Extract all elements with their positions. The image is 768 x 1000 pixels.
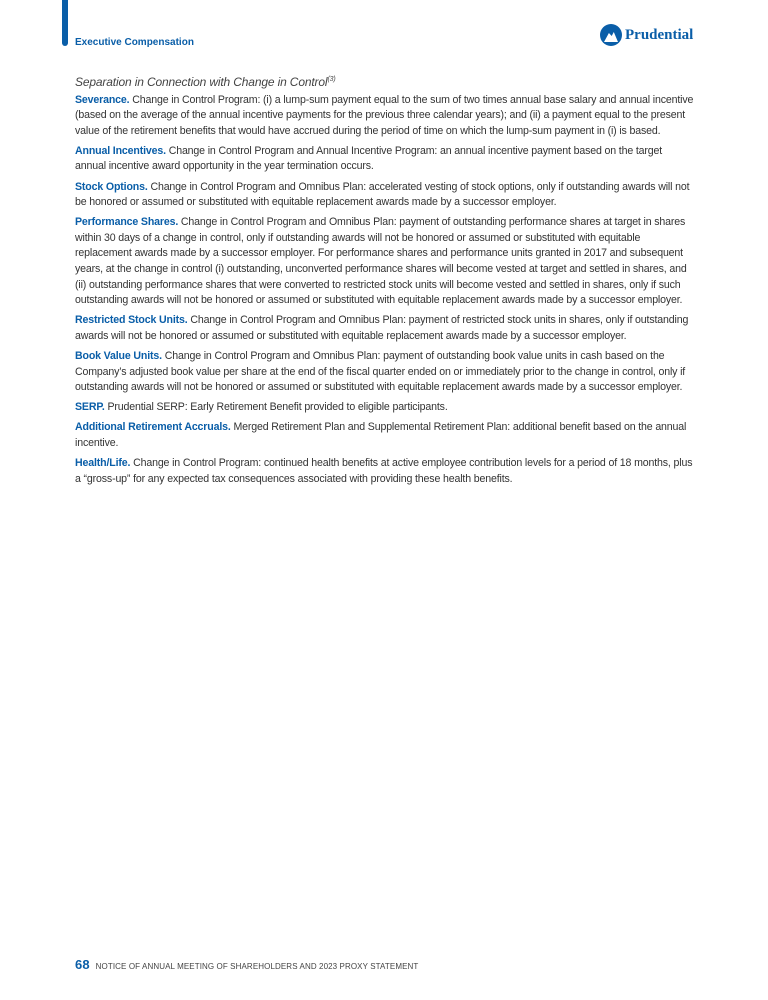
paragraph-text: Change in Control Program: continued health benefits at active employee contribution levels for a period of 18 months, plus a “gross-up” for any expected tax consequences associated with providing these health benefits. (75, 457, 693, 485)
paragraph-text: Prudential SERP: Early Retirement Benefit provided to eligible participants. (104, 401, 448, 414)
footer-title: NOTICE OF ANNUAL MEETING OF SHAREHOLDERS AND 2023 PROXY STATEMENT (95, 962, 419, 971)
paragraph-lead: Performance Shares. (75, 216, 179, 229)
paragraph-text: Merged Retirement Plan and Supplemental Retirement Plan: additional benefit based on the annual incentive. (75, 421, 687, 449)
paragraph (75, 93, 695, 140)
paragraph-lead: Additional Retirement Accruals. (75, 421, 231, 434)
paragraph-lead: Book Value Units. (75, 350, 162, 362)
paragraph-lead: Restricted Stock Units. (75, 314, 188, 327)
paragraph-text: Change in Control Program and Omnibus Plan: payment of outstanding performance shares at target in shares within 30 days of a change in control, only if outstanding awards will not be honored or assumed or substituted with equitable replacement awards made by a successor employer. For performance shares and performance units granted in 2017 and subsequent years, at the change in control (i) outstanding, unconverted performance shares will become vested at target and settled in shares, and (ii) outstanding performance shares that were converted to restricted stock units will become vested and settled in shares, only if such outstanding awards will not be honored or assumed or substituted with equitable replacement awards made by a successor employer. (75, 216, 687, 307)
paragraph (75, 420, 695, 451)
paragraph-text: Change in Control Program: (i) a lump-sum payment equal to the sum of two times annual base salary and annual incentive (based on the average of the annual incentive payments for the previous three calendar years); and (ii) a payment equal to the present value of the retirement benefits that would have accrued during the period of time on which the lump-sum payment in (i) is based. (75, 93, 694, 137)
section-title: Executive Compensation (75, 37, 194, 48)
paragraph (75, 400, 695, 416)
paragraph-lead: Severance. (75, 93, 130, 106)
paragraph-lead: Health/Life. (75, 457, 131, 470)
paragraph-text: Change in Control Program and Omnibus Plan: payment of restricted stock units in shares, only if outstanding awards will not be honored or assumed or substituted with equitable replacement awards made by a successor employer. (75, 314, 689, 342)
footnote-ref: (3) (327, 76, 336, 83)
header-accent-bar (62, 0, 68, 46)
paragraph (75, 456, 695, 487)
logo-text: Prudential (625, 26, 694, 43)
paragraph (75, 349, 695, 396)
subsection-heading (75, 72, 695, 91)
rock-logo-icon (600, 24, 622, 46)
page-content (75, 72, 695, 492)
paragraph-text: Change in Control Program and Annual Incentive Program: an annual incentive payment based on the target annual incentive award opportunity in the year termination occurs. (75, 144, 663, 173)
paragraph-lead: Annual Incentives. (75, 144, 166, 157)
paragraph-text: Change in Control Program and Omnibus Plan: payment of outstanding book value units in cash based on the Company’s adjusted book value per share at the end of the fiscal quarter ended on or immediately prior to the change in control, only if outstanding awards will not be honored or assumed or substituted with equitable replacement awards made by a successor employer. (75, 350, 686, 394)
prudential-logo (600, 24, 693, 46)
paragraph-text: Change in Control Program and Omnibus Plan: accelerated vesting of stock options, only if outstanding awards will not be honored or assumed or substituted with equitable replacement awards made by a successor employer. (75, 180, 690, 209)
page-footer (75, 957, 418, 972)
paragraph (75, 180, 695, 211)
paragraph-lead: SERP. (75, 401, 105, 414)
paragraph (75, 144, 695, 175)
paragraph (75, 313, 695, 344)
page-number: 68 (75, 957, 90, 972)
paragraph (75, 215, 695, 309)
heading-text: Separation in Connection with Change in Control (75, 75, 328, 89)
paragraph-lead: Stock Options. (75, 180, 148, 193)
